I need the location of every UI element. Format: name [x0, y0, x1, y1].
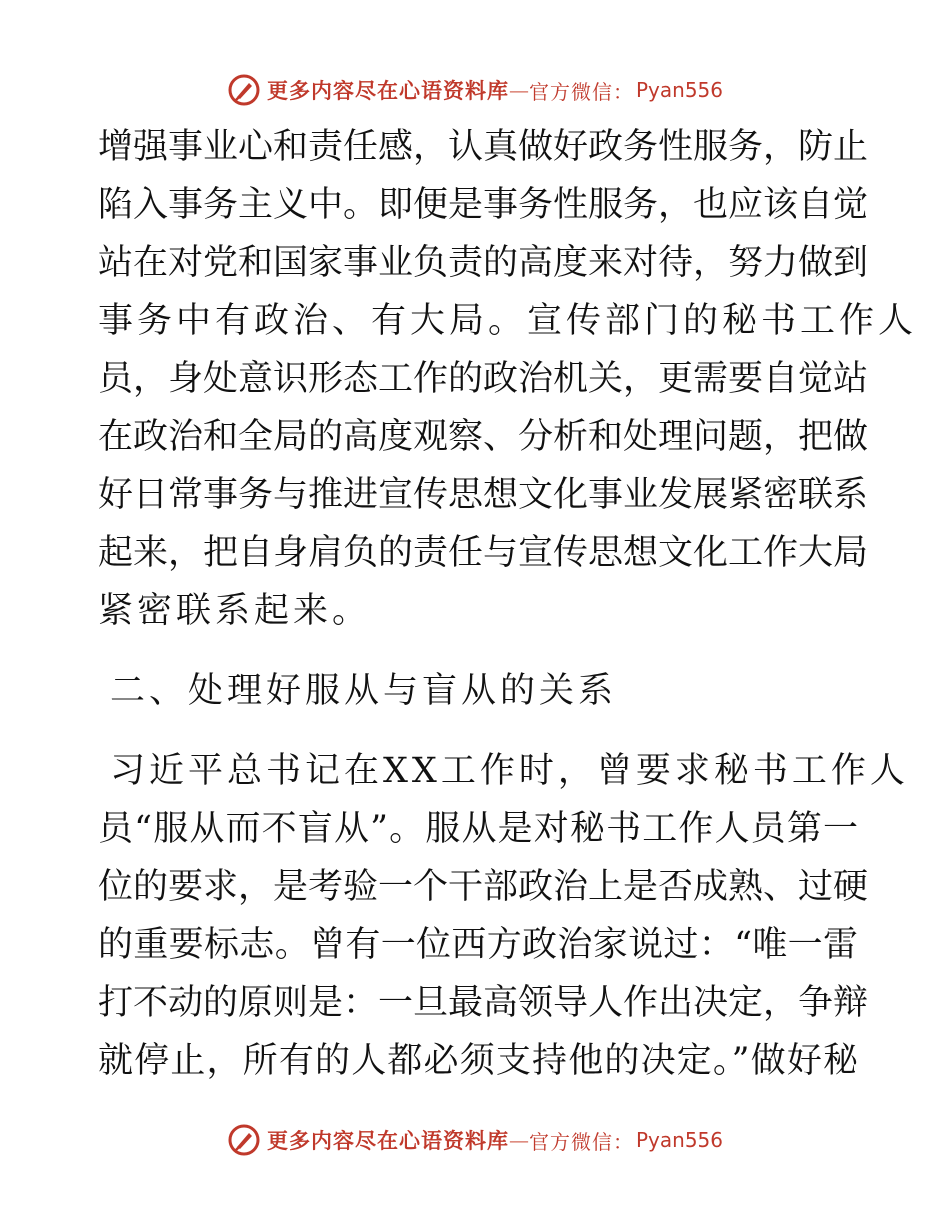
quill-logo-icon	[227, 1123, 261, 1157]
text-line: 员，身处意识形态工作的政治机关，更需要自觉站	[98, 359, 869, 399]
text-line: 打不动的原则是：一旦最高领导人作出决定，争辩	[98, 983, 869, 1023]
document-body	[98, 118, 918, 1090]
banner-title: 更多内容尽在心语资料库	[266, 78, 509, 103]
text-line: 的重要标志。曾有一位西方政治家说过：“唯一雷	[98, 925, 858, 965]
footer-banner	[0, 1118, 950, 1162]
paragraph-1	[98, 118, 918, 640]
text-line: 事务中有政治、有大局。宣传部门的秘书工作人	[98, 301, 918, 341]
banner-dash: —	[508, 78, 529, 102]
banner-title: 更多内容尽在心语资料库	[266, 1128, 509, 1153]
header-banner	[0, 68, 950, 112]
section-heading: 二、处理好服从与盲从的关系	[110, 671, 618, 711]
text-line: 位的要求，是考验一个干部政治上是否成熟、过硬	[98, 867, 869, 907]
paragraph-2	[98, 742, 909, 1090]
text-line: 好日常事务与推进宣传思想文化事业发展紧密联系	[98, 475, 869, 515]
banner-dash: —	[508, 1128, 529, 1152]
banner-wechat-id: Pyan556	[635, 78, 723, 102]
text-line: 起来，把自身肩负的责任与宣传思想文化工作大局	[98, 533, 869, 573]
text-line: 员“服从而不盲从”。服从是对秘书工作人员第一	[98, 809, 858, 849]
text-line: 就停止，所有的人都必须支持他的决定。”做好秘	[98, 1041, 858, 1081]
quill-logo-icon	[227, 73, 261, 107]
text-line: 在政治和全局的高度观察、分析和处理问题，把做	[98, 417, 869, 457]
text-line: 站在对党和国家事业负责的高度来对待，努力做到	[98, 243, 869, 283]
banner-official-label: 官方微信：	[528, 79, 634, 104]
text-line: 紧密联系起来。	[98, 591, 372, 631]
text-line: 习近平总书记在XX工作时，曾要求秘书工作人	[110, 751, 909, 791]
text-line: 陷入事务主义中。即便是事务性服务，也应该自觉	[98, 185, 869, 225]
banner-wechat-id: Pyan556	[635, 1128, 723, 1152]
text-line: 增强事业心和责任感，认真做好政务性服务，防止	[98, 127, 869, 167]
banner-official-label: 官方微信：	[528, 1129, 634, 1154]
